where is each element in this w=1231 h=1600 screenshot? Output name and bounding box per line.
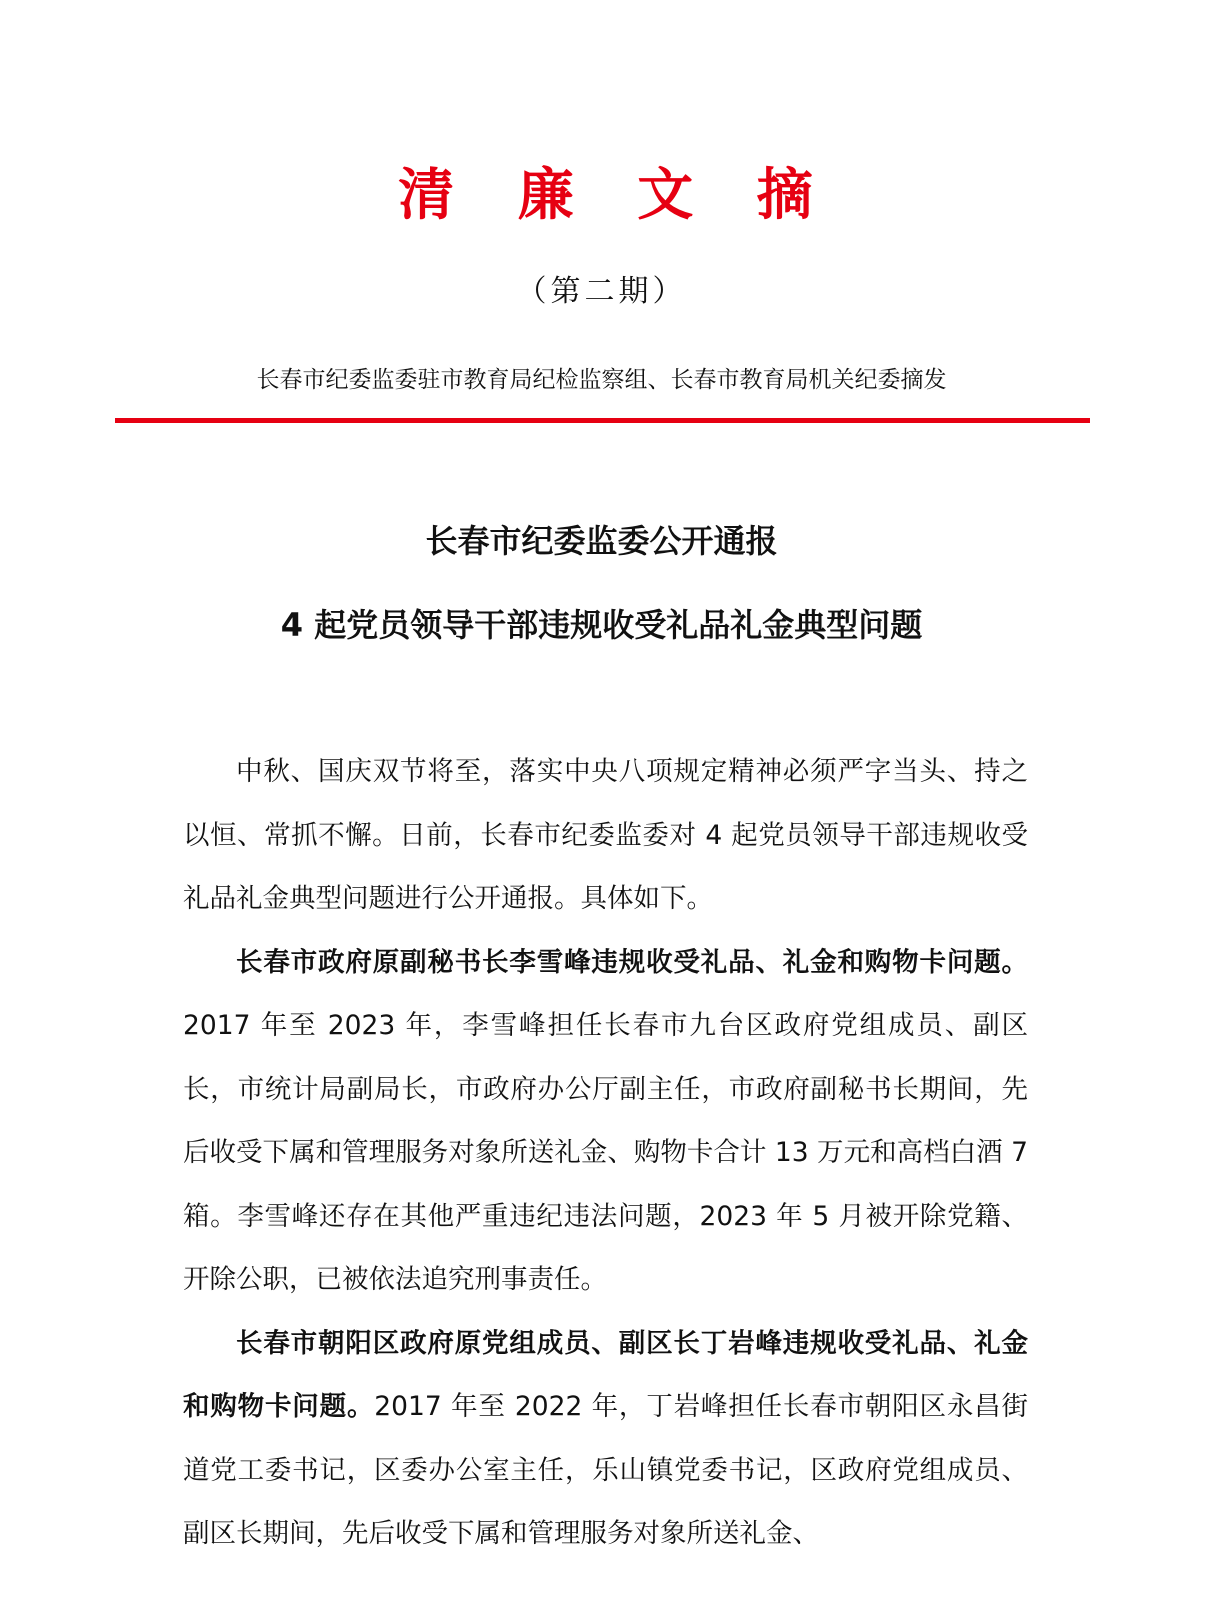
intro-paragraph: 中秋、国庆双节将至，落实中央八项规定精神必须严字当头、持之以恒、常抓不懈。日前，长春市纪委监委对 4 起党员领导干部违规收受礼品礼金典型问题进行公开通报。具体如下。 [183,756,1028,914]
masthead-title: 清 廉 文 摘 [398,163,835,228]
red-divider [115,418,1090,423]
case-heading: 长春市政府原副秘书长李雪峰违规收受礼品、礼金和购物卡问题。 [236,946,1028,978]
case-text: 2017 年至 2023 年，李雪峰担任长春市九台区政府党组成员、副区长，市统计局副局长，市政府办公厅副主任，市政府副秘书长期间，先后收受下属和管理服务对象所送礼金、购物卡合计 13 万元和高档白酒 7 箱。李雪峰还存在其他严重违纪违法问题，2023 年 5 月被开除党籍、开除公职，已被依法追究刑事责任。 [183,1010,1028,1295]
publisher-line: 长春市纪委监委驻市教育局纪检监察组、长春市教育局机关纪委摘发 [256,367,947,393]
case-heading: 长春市朝阳区政府原党组成员、副区长丁岩峰违规收受礼品、礼金和购物卡问题。 [183,1327,1028,1422]
case-text: 2017 年至 2022 年，丁岩峰担任长春市朝阳区永昌街道党工委书记，区委办公室主任，乐山镇党委书记，区政府党组成员、副区长期间，先后收受下属和管理服务对象所送礼金、 [183,1391,1028,1549]
article-title-line-2: 4 起党员领导干部违规收受礼品礼金典型问题 [280,606,923,644]
case-paragraph [183,1312,1028,1566]
article-body [183,740,1028,1566]
article-title-line-1: 长春市纪委监委公开通报 [425,522,778,560]
case-paragraph [183,931,1028,1312]
issue-number: （第二期） [516,274,687,309]
